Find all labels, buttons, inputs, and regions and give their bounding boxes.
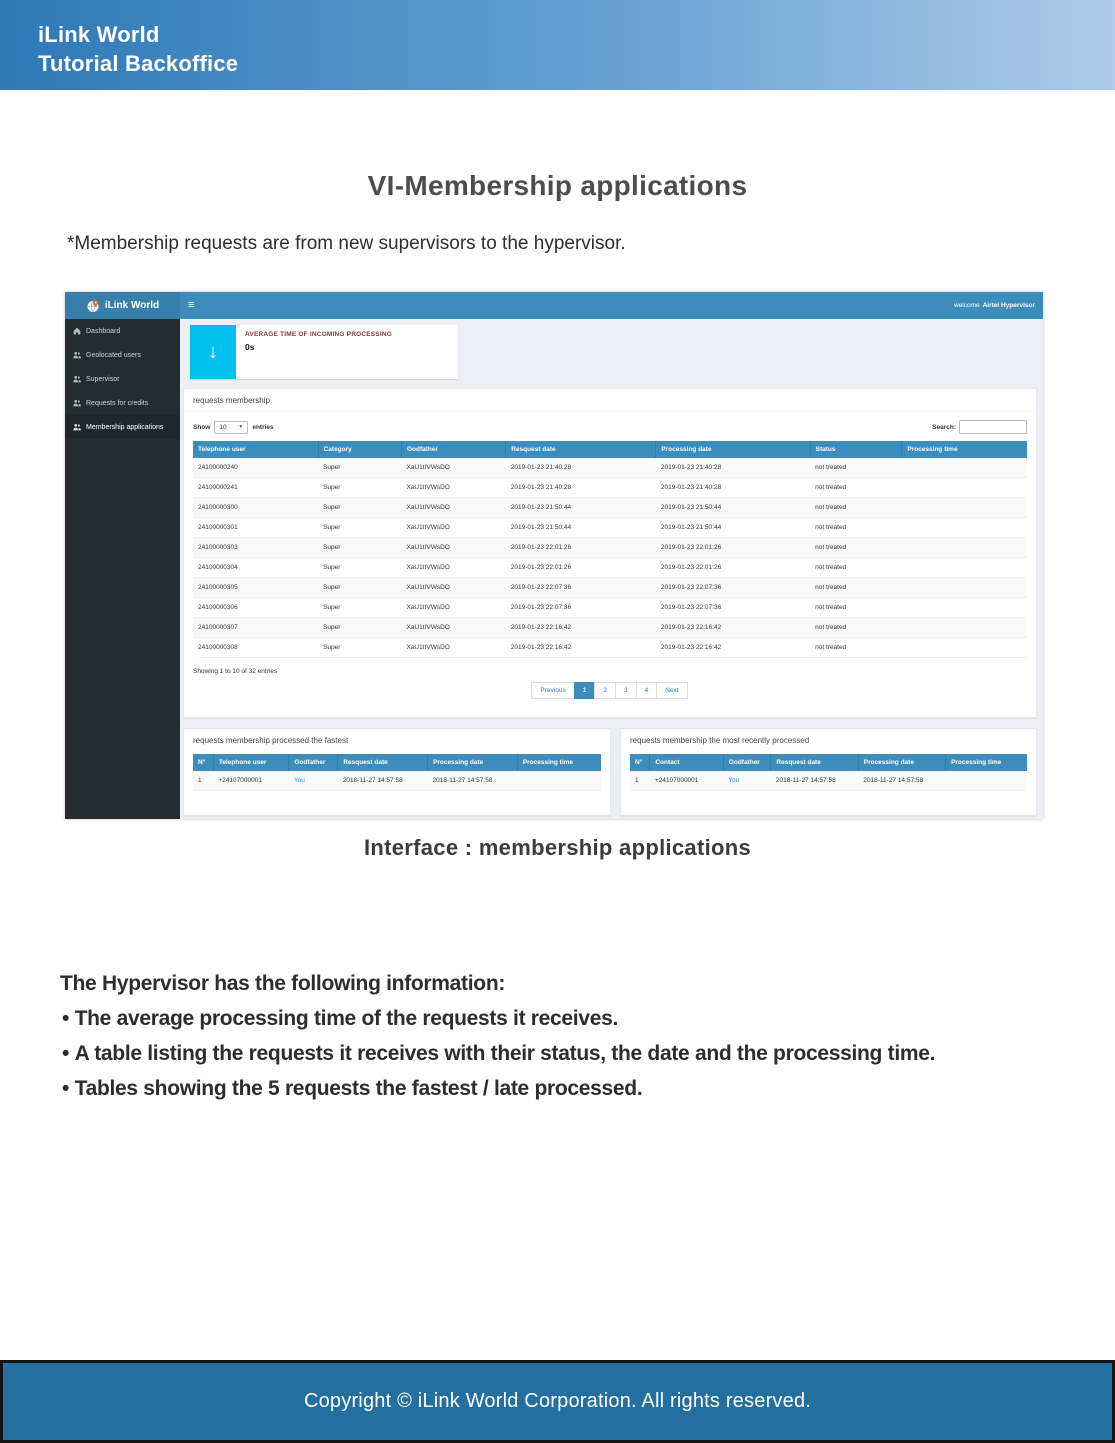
pagination-page-4-button[interactable]: 4 (636, 682, 658, 699)
copyright-text: Copyright © iLink World Corporation. All rights reserved. (303, 1390, 812, 1412)
column-header[interactable]: Processing date (428, 754, 518, 771)
table-row (193, 618, 1027, 638)
column-header[interactable]: Processing date (858, 754, 945, 771)
table-cell: 2019-01-23 22:07:36 (656, 598, 810, 618)
pagination-previous-button[interactable]: Previous (531, 682, 574, 699)
doc-note: *Membership requests are from new supervisors to the hypervisor. (67, 233, 626, 254)
table-cell: not treated (810, 598, 902, 618)
bottom-panels (183, 728, 1037, 816)
column-header[interactable]: Resquest date (771, 754, 858, 771)
column-header[interactable]: Godfather (723, 754, 771, 771)
table-cell: 2019-01-23 21:40:28 (506, 478, 656, 498)
recently-processed-panel (620, 728, 1037, 816)
users-icon (73, 375, 81, 383)
table-cell: not treated (810, 458, 902, 478)
table-cell: 2019-01-23 21:50:44 (506, 518, 656, 538)
app-topbar (65, 292, 1043, 319)
welcome-user: Airtel Hypervisor (982, 302, 1035, 309)
column-header[interactable]: N° (193, 754, 213, 771)
welcome-prefix: welcome (953, 302, 980, 309)
table-footer (184, 658, 1036, 699)
table-body (193, 458, 1027, 658)
table-cell: 2019-01-23 22:01:26 (506, 538, 656, 558)
column-header[interactable]: Status (810, 441, 902, 458)
table-cell: 24100000303 (193, 538, 318, 558)
table-row (193, 558, 1027, 578)
fastest-processed-table (193, 754, 601, 791)
table-controls (184, 412, 1036, 441)
sidebar-item-label: Geolocated users (86, 351, 141, 359)
table-cell: 24100000305 (193, 578, 318, 598)
body-intro: The Hypervisor has the following information: (60, 972, 506, 995)
avg-time-infobox (190, 325, 458, 379)
sidebar-item-requests-for-credits[interactable] (65, 391, 180, 415)
table-cell: 2019-01-23 22:07:36 (656, 578, 810, 598)
doc-footer (0, 1360, 1115, 1443)
table-cell: not treated (810, 618, 902, 638)
body-bullet: • The average processing time of the requests it receives. (62, 1001, 1070, 1036)
table-cell (902, 478, 1027, 498)
app-logo[interactable] (65, 292, 180, 319)
table-cell: 24100000241 (193, 478, 318, 498)
table-cell: XaU1tIVWsDO (401, 558, 505, 578)
table-cell: You (723, 771, 771, 791)
sidebar-item-label: Supervisor (86, 375, 120, 383)
table-cell: 24100000307 (193, 618, 318, 638)
table-cell: 2019-01-23 22:16:42 (656, 618, 810, 638)
app-navbar (180, 292, 1043, 319)
table-cell: not treated (810, 578, 902, 598)
table-header-row (630, 754, 1027, 771)
table-row (193, 498, 1027, 518)
table-cell (902, 638, 1027, 658)
column-header[interactable]: Godfather (289, 754, 338, 771)
body-bullet-list (60, 1001, 1070, 1106)
table-row (193, 638, 1027, 658)
table-cell: XaU1tIVWsDO (401, 598, 505, 618)
table-cell: +24107000001 (213, 771, 288, 791)
table-cell: 24100000308 (193, 638, 318, 658)
table-cell: Super (318, 618, 401, 638)
table-cell: XaU1tIVWsDO (401, 458, 505, 478)
table-body (630, 771, 1027, 791)
table-cell: Super (318, 598, 401, 618)
globe-pin-icon (86, 299, 100, 313)
doc-header (0, 0, 1115, 90)
table-row (193, 578, 1027, 598)
table-cell: You (289, 771, 338, 791)
table-cell (946, 771, 1027, 791)
table-cell: XaU1tIVWsDO (401, 618, 505, 638)
table-row (193, 478, 1027, 498)
table-cell: XaU1tIVWsDO (401, 498, 505, 518)
column-header[interactable]: Processing date (656, 441, 810, 458)
table-cell: 1 (193, 771, 213, 791)
page-size-control (193, 421, 274, 434)
table-cell: XaU1tIVWsDO (401, 638, 505, 658)
table-cell (517, 771, 601, 791)
table-cell: Super (318, 578, 401, 598)
table-header-row (193, 754, 601, 771)
pagination (193, 682, 1027, 699)
doc-header-subtitle: Tutorial Backoffice (38, 51, 239, 76)
table-header-row (193, 441, 1027, 458)
table-cell: 2019-01-23 22:01:26 (506, 558, 656, 578)
fastest-processed-panel (183, 728, 611, 816)
table-row (193, 598, 1027, 618)
table-cell: +24107000001 (650, 771, 723, 791)
table-cell: 2019-01-23 21:50:44 (656, 518, 810, 538)
table-cell: 24100000240 (193, 458, 318, 478)
table-cell: 2019-01-23 22:16:42 (506, 618, 656, 638)
column-header[interactable]: Processing time (517, 754, 601, 771)
entries-label: entries (252, 423, 274, 431)
table-cell: 2019-01-23 21:40:28 (656, 458, 810, 478)
column-header[interactable]: Godfather (401, 441, 505, 458)
table-cell: 1 (630, 771, 650, 791)
table-cell: 2018-11-27 14:57:58 (771, 771, 858, 791)
sidebar-item-dashboard[interactable] (65, 319, 180, 343)
table-cell: Super (318, 558, 401, 578)
table-cell: 2019-01-23 21:50:44 (506, 498, 656, 518)
table-cell: 2019-01-23 22:16:42 (506, 638, 656, 658)
table-cell: Super (318, 458, 401, 478)
entries-summary: Showing 1 to 10 of 32 entries (193, 668, 278, 675)
welcome-text[interactable] (954, 302, 1035, 309)
table-cell: not treated (810, 638, 902, 658)
down-arrow-icon: ↓ (190, 325, 236, 379)
menu-toggle-icon[interactable]: ≡ (188, 299, 195, 311)
panel-title: requests membership the most recently processed (630, 736, 810, 745)
table-cell (902, 618, 1027, 638)
column-header[interactable]: Resquest date (506, 441, 656, 458)
app-brand-label: iLink World (104, 300, 160, 311)
sidebar-item-membership-applications[interactable] (65, 415, 180, 439)
table-cell: 2019-01-23 21:50:44 (656, 498, 810, 518)
sidebar-item-label: Dashboard (86, 327, 121, 335)
column-header[interactable]: Contact (650, 754, 723, 771)
column-header[interactable]: Category (318, 441, 401, 458)
users-icon (73, 351, 81, 359)
page-size-select[interactable] (214, 421, 248, 434)
body-bullet: • A table listing the requests it receives with their status, the date and the processing time. (62, 1036, 1070, 1071)
table-cell (902, 598, 1027, 618)
table-body (193, 771, 601, 791)
table-cell: Super (318, 518, 401, 538)
search-input[interactable] (959, 420, 1027, 434)
column-header[interactable]: Resquest date (338, 754, 428, 771)
pagination-page-3-button[interactable]: 3 (615, 682, 637, 699)
recently-processed-table (630, 754, 1027, 791)
table-cell: XaU1tIVWsDO (401, 578, 505, 598)
table-cell: not treated (810, 558, 902, 578)
pagination-page-2-button[interactable]: 2 (594, 682, 616, 699)
app-content (180, 319, 1043, 819)
sidebar-item-supervisor[interactable] (65, 367, 180, 391)
users-icon (73, 399, 81, 407)
table-cell: 24100000304 (193, 558, 318, 578)
table-cell: 2019-01-23 22:16:42 (656, 638, 810, 658)
pagination-page-1-button[interactable]: 1 (574, 682, 596, 699)
doc-body-text (60, 966, 1070, 1106)
column-header[interactable]: Telephone user (213, 754, 288, 771)
app-sidebar (65, 319, 180, 819)
app-screenshot (65, 292, 1043, 819)
users-icon (73, 423, 81, 431)
body-bullet: • Tables showing the 5 requests the fastest / late processed. (62, 1071, 1070, 1106)
pagination-next-button[interactable]: Next (656, 682, 687, 699)
table-cell (902, 538, 1027, 558)
doc-title: VI-Membership applications (367, 170, 748, 201)
screenshot-caption: Interface : membership applications (363, 835, 752, 860)
table-cell: XaU1tIVWsDO (401, 518, 505, 538)
infobox-label: AVERAGE TIME OF INCOMING PROCESSING (245, 331, 393, 338)
search-control (932, 420, 1027, 434)
table-cell (902, 458, 1027, 478)
table-cell: 2018-11-27 14:57:58 (338, 771, 428, 791)
home-icon (73, 327, 81, 335)
column-header[interactable]: Telephone user (193, 441, 318, 458)
table-row (193, 518, 1027, 538)
table-cell: 2019-01-23 22:07:36 (506, 578, 656, 598)
table-cell: 2019-01-23 22:01:26 (656, 538, 810, 558)
show-label: Show (193, 423, 211, 431)
requests-membership-panel (183, 388, 1037, 718)
doc-header-brand: iLink World (38, 22, 160, 47)
table-cell: Super (318, 538, 401, 558)
table-cell: not treated (810, 538, 902, 558)
sidebar-item-label: Membership applications (86, 423, 164, 431)
table-cell: 24100000300 (193, 498, 318, 518)
table-row (630, 771, 1027, 791)
column-header[interactable]: N° (630, 754, 650, 771)
table-cell: Super (318, 638, 401, 658)
table-cell: not treated (810, 478, 902, 498)
table-cell (902, 578, 1027, 598)
table-cell: 2019-01-23 22:07:36 (506, 598, 656, 618)
column-header[interactable]: Processing time (902, 441, 1027, 458)
page-size-value: 10 (219, 423, 227, 431)
table-cell (902, 518, 1027, 538)
table-cell: 2019-01-23 22:01:26 (656, 558, 810, 578)
chevron-down-icon: ▼ (238, 424, 244, 430)
table-cell: 2019-01-23 21:40:28 (506, 458, 656, 478)
table-row (193, 538, 1027, 558)
sidebar-item-label: Requests for credits (86, 399, 149, 407)
table-row (193, 771, 601, 791)
table-cell: 2018-11-27 14:57:58 (858, 771, 945, 791)
table-cell: Super (318, 478, 401, 498)
requests-membership-table (193, 441, 1027, 658)
infobox-value: 0s (245, 342, 255, 352)
table-cell: 2018-11-27 14:57:58 (428, 771, 518, 791)
column-header[interactable]: Processing time (946, 754, 1027, 771)
table-cell: XaU1tIVWsDO (401, 538, 505, 558)
table-cell: not treated (810, 498, 902, 518)
table-cell: 24100000301 (193, 518, 318, 538)
table-cell: not treated (810, 518, 902, 538)
search-label: Search: (932, 423, 956, 431)
table-cell: 2019-01-23 21:40:28 (656, 478, 810, 498)
sidebar-item-geolocated-users[interactable] (65, 343, 180, 367)
table-cell: Super (318, 498, 401, 518)
table-cell: 24100000306 (193, 598, 318, 618)
table-cell (902, 558, 1027, 578)
table-cell: XaU1tIVWsDO (401, 478, 505, 498)
panel-title: requests membership (184, 389, 1036, 412)
panel-title: requests membership processed the fastest (193, 736, 349, 745)
table-row (193, 458, 1027, 478)
table-cell (902, 498, 1027, 518)
